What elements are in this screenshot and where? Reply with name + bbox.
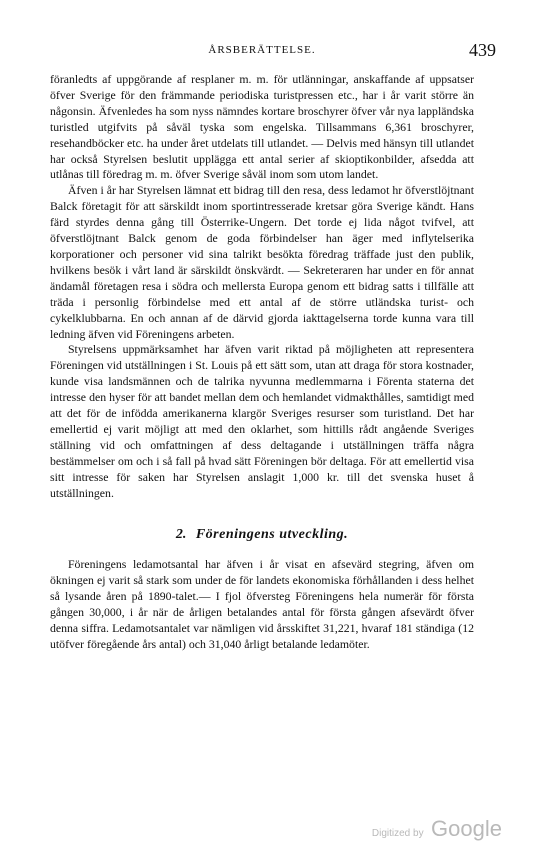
running-head bbox=[50, 40, 496, 62]
paragraph: Äfven i år har Styrelsen lämnat ett bidrag till den resa, dess ledamot hr öfverstlöjtnant Balck företagit för att särskildt inom sportintresserade kretsar göra Sverige kändt. Hans färd styrdes denna gång till Österrike-Ungern. Det torde ej lida något tvifvel, att öfverstlöjtnant Balck genom de goda förbindelser han äger med inflytelserika korporationer och personer vid sina talrikt besökta föredrag träffade just den publik, hvilkens besök i vårt land är särskildt önskvärdt. — Sekreteraren har under en för annat ändamål företagen resa i södra och mellersta Europa genom ett bidrag satts i tillfälle att träda i personlig förbindelse med ett antal af de större utländska turist- och cykelklubbarna. En och annan af de därvid gjorda iakttagelserna torde kunna vara till ledning äfven vid Föreningens arbeten. bbox=[50, 183, 474, 341]
digitized-by-google-watermark bbox=[372, 816, 502, 842]
section-number: 2. bbox=[175, 527, 187, 543]
page-number: 439 bbox=[469, 40, 496, 60]
book-page bbox=[50, 40, 496, 653]
paragraph: föranledts af uppgörande af resplaner m. m. för utlänningar, anskaffande af uppsatser öfver Sverige för den främmande periodiska turistpressen etc., har i år varit större än någonsin. Äfvenledes ha som nyss nämndes kortare broschyrer öfver vår nya lappländska turistled utgifvits på såväl tyska som engelska. Tillsammans 6,361 broschyrer, resehandböcker etc. ha under året utdelats till utlandet. — Delvis med hänsyn till utlandet har också Styrelsen beslutit upplägga ett antal serier af skioptikonbilder, afsedda att utlånas till föredrag m. m. öfver Sverige såväl inom som utom landet. bbox=[50, 72, 474, 182]
paragraph: Styrelsens uppmärksamhet har äfven varit riktad på möjligheten att representera Föreningen vid utställningen i St. Louis på ett sätt som, utan att draga för stora kostnader, kunde visa landsmännen och de talrika nyvunna medlemmarna i Förenta staterna det intresse den hyser för att bandet mellan dem och hemlandet vidmakthålles, samtidigt med att det för de infödda amerikanerna klargör Sveriges resurser som turistland. Det har emellertid ej varit möjligt att med den oklarhet, som hittills rådt angående Sveriges ställning vid och omfattningen af dess deltagande i utställningen träffa några bestämmelser om och i så fall på hvad sätt Föreningen bör deltaga. För att emellertid visa sitt intresse för saken har Styrelsen anslagit 1,000 kr. till det svenska huset å utställningen. bbox=[50, 342, 474, 500]
watermark-prefix: Digitized by bbox=[371, 828, 424, 839]
section-heading bbox=[50, 527, 474, 543]
body-text bbox=[50, 72, 474, 653]
section-title: Föreningens utveckling. bbox=[195, 527, 349, 543]
google-logo: Google bbox=[431, 816, 502, 841]
running-title: ÅRSBERÄTTELSE. bbox=[208, 44, 316, 56]
paragraph: Föreningens ledamotsantal har äfven i år visat en afsevärd stegring, äfven om ökningen ej varit så stark som under de för landets ekonomiska förhållanden i dess helhet så lysande åren på 1890-talet.— I fjol öfversteg Föreningens hela numerär för första gången 30,000, i år när de årligen betalandes antal för första gången afsevärdt öfver denna siffra. Ledamotsantalet var nämligen vid årsskiftet 31,221, hvaraf 181 ständiga (12 utöfver föregående års antal) och 31,040 årligt betalande ledamöter. bbox=[50, 557, 474, 651]
